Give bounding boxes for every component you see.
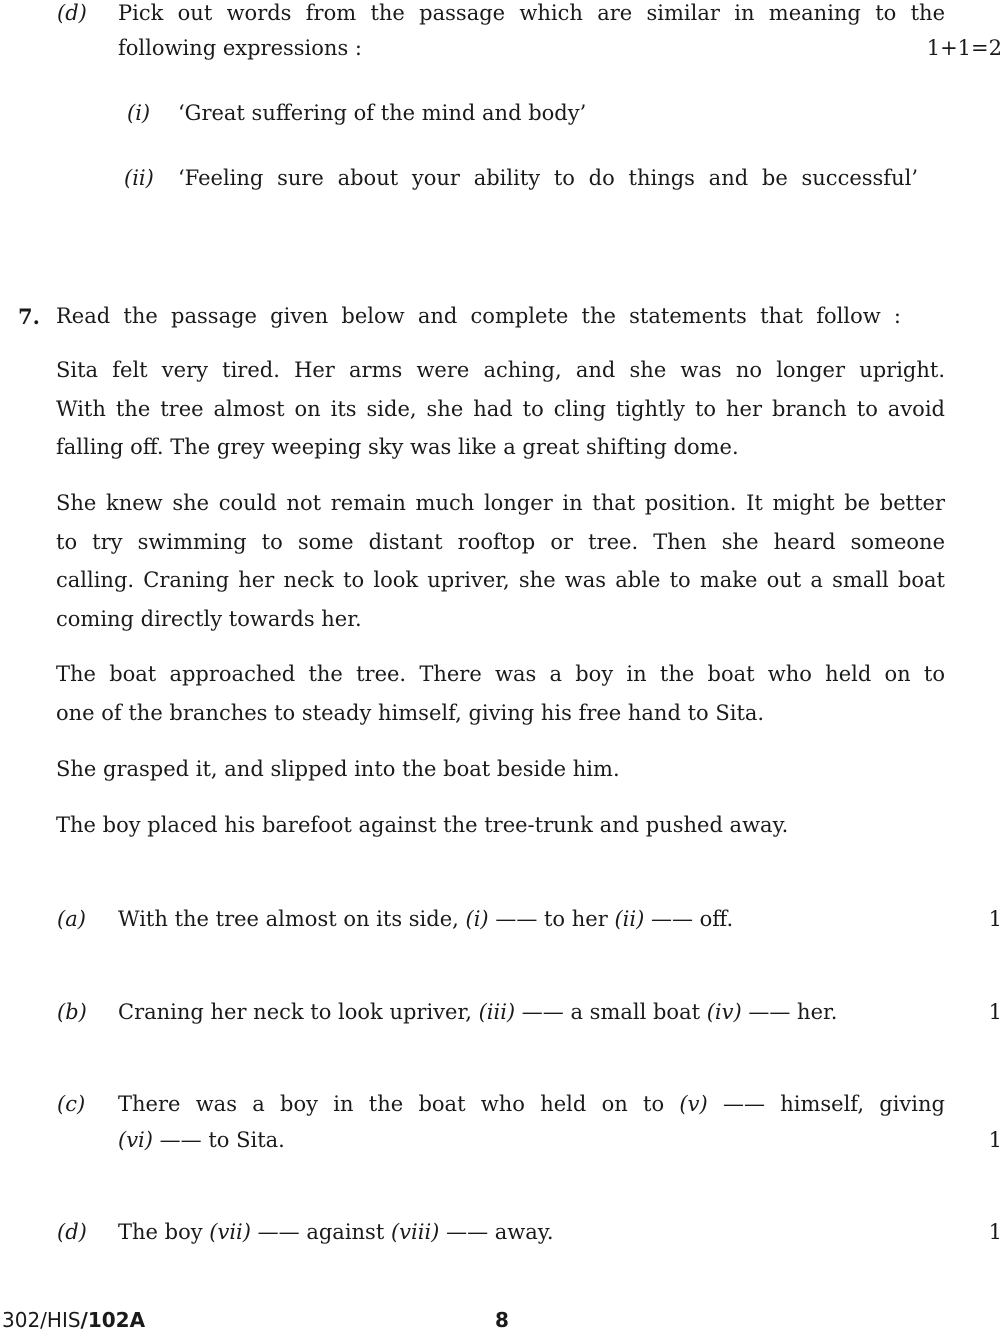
statement-text: With the tree almost on its side, xyxy=(118,907,459,931)
statement-a-text xyxy=(118,907,733,931)
statement-c-line2 xyxy=(118,1128,285,1152)
statement-text: —— against xyxy=(257,1220,385,1244)
blank-label: (vii) xyxy=(209,1220,251,1244)
footer-code-suffix: /102A xyxy=(80,1308,146,1332)
passage-line: coming directly towards her. xyxy=(56,606,362,631)
statement-c-marks: 1 xyxy=(988,1128,1002,1152)
passage-line: With the tree almost on its side, she had to cling tightly to her branch to avoid xyxy=(56,396,945,421)
blank-label: (i) xyxy=(465,907,489,931)
q7-instruction: Read the passage given below and complete the statements that follow : xyxy=(56,304,901,328)
statement-text: The boy xyxy=(118,1220,203,1244)
statement-a-label: (a) xyxy=(57,907,86,931)
blank-label: (iii) xyxy=(478,1000,516,1024)
passage-line: The boy placed his barefoot against the tree-trunk and pushed away. xyxy=(56,813,789,837)
passage-line: falling off. The grey weeping sky was like a great shifting dome. xyxy=(56,435,739,459)
q6d-label: (d) xyxy=(57,1,87,25)
q6d-line1: Pick out words from the passage which are similar in meaning to the xyxy=(118,1,945,25)
q7-number: 7. xyxy=(18,304,40,329)
statement-text: —— to Sita. xyxy=(159,1128,285,1152)
passage-line: one of the branches to steady himself, giving his free hand to Sita. xyxy=(56,700,765,725)
statement-d-text xyxy=(118,1220,554,1244)
footer-code-prefix: 302/HIS xyxy=(2,1308,81,1332)
passage-paragraph-4 xyxy=(56,750,945,789)
footer-paper-code xyxy=(2,1308,145,1332)
q6d-marks: 1+1=2 xyxy=(926,36,1002,60)
statement-d-label: (d) xyxy=(57,1220,87,1244)
statement-text: —— to her xyxy=(495,907,608,931)
passage-paragraph-1 xyxy=(56,351,945,467)
q6d-item-ii-text: ‘Feeling sure about your ability to do things and be successful’ xyxy=(178,166,918,190)
statement-c-line1 xyxy=(118,1092,945,1116)
statement-b-marks: 1 xyxy=(988,1000,1002,1024)
statement-text: —— away. xyxy=(446,1220,554,1244)
statement-text: —— off. xyxy=(650,907,734,931)
blank-label: (ii) xyxy=(614,907,645,931)
blank-label: (iv) xyxy=(706,1000,742,1024)
statement-c-label: (c) xyxy=(57,1092,86,1116)
statement-text: Craning her neck to look upriver, xyxy=(118,1000,472,1024)
blank-label: (viii) xyxy=(390,1220,440,1244)
statement-text: —— a small boat xyxy=(521,1000,701,1024)
statement-b-label: (b) xyxy=(57,1000,87,1024)
passage-line: The boat approached the tree. There was a boy in the boat who held on to xyxy=(56,662,945,686)
q6d-item-ii-label: (ii) xyxy=(124,166,154,190)
statement-text: —— himself, giving xyxy=(722,1092,945,1116)
statement-a-marks: 1 xyxy=(988,907,1002,931)
passage-paragraph-3 xyxy=(56,655,945,732)
passage-paragraph-5 xyxy=(56,806,945,845)
passage-line: to try swimming to some distant rooftop or tree. Then she heard someone xyxy=(56,529,945,554)
passage-line: Sita felt very tired. Her arms were aching, and she was no longer upright. xyxy=(56,358,945,382)
q6d-line2: following expressions : xyxy=(118,36,362,60)
passage-paragraph-2 xyxy=(56,484,945,638)
q6d-item-i-text: ‘Great suffering of the mind and body’ xyxy=(178,101,587,125)
statement-d-marks: 1 xyxy=(988,1220,1002,1244)
q6d-item-i-label: (i) xyxy=(127,101,151,125)
statement-text: —— her. xyxy=(748,1000,838,1024)
page-number: 8 xyxy=(495,1308,509,1332)
passage-line: She grasped it, and slipped into the boat beside him. xyxy=(56,757,620,781)
statement-text: There was a boy in the boat who held on to xyxy=(118,1092,665,1116)
blank-label: (vi) xyxy=(118,1128,153,1152)
statement-b-text xyxy=(118,1000,837,1024)
blank-label: (v) xyxy=(679,1092,708,1116)
passage-line: She knew she could not remain much longer in that position. It might be better xyxy=(56,491,945,515)
passage-line: calling. Craning her neck to look upriver, she was able to make out a small boat xyxy=(56,568,945,592)
